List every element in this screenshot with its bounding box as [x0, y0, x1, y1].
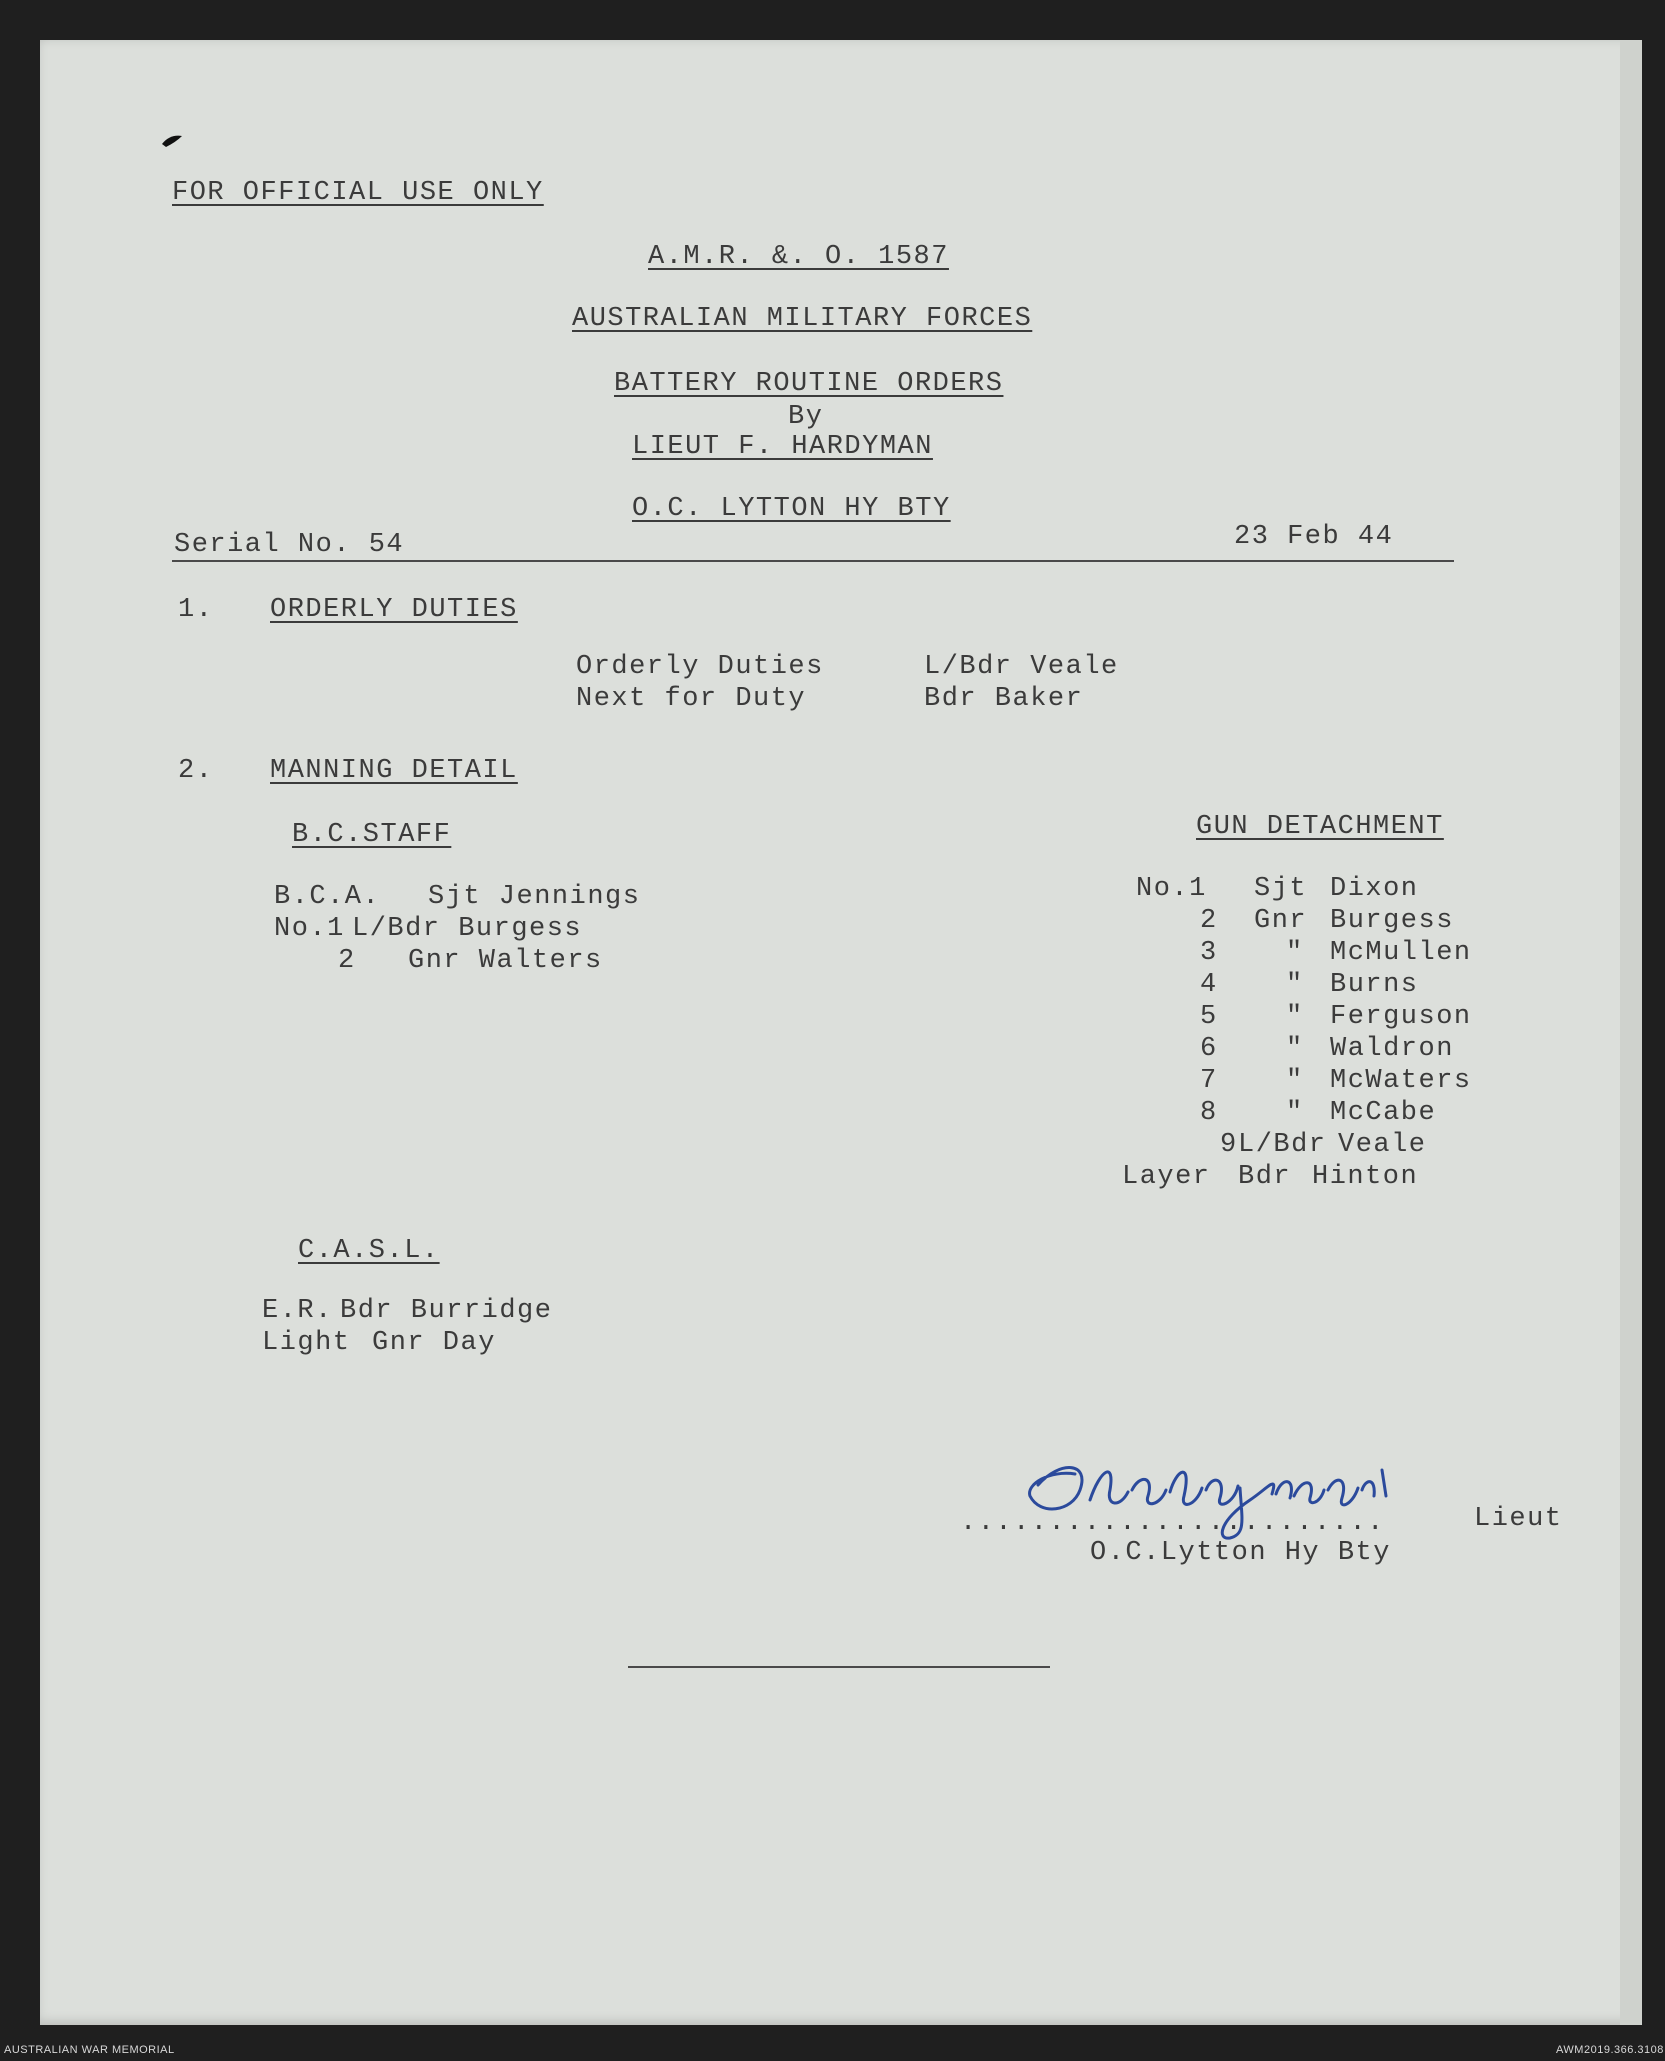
gun-pos-10: Layer — [1122, 1162, 1211, 1192]
section-2-number: 2. — [178, 756, 214, 786]
order-reference: A.M.R. &. O. 1587 — [648, 242, 949, 272]
issuer-post: O.C. LYTTON HY BTY — [632, 494, 951, 524]
casl-name-2: Gnr Day — [372, 1328, 496, 1358]
gun-name-4: Burns — [1330, 970, 1419, 1000]
issuer-name: LIEUT F. HARDYMAN — [632, 432, 933, 462]
section-1-heading: ORDERLY DUTIES — [270, 595, 518, 625]
section-1-number: 1. — [178, 595, 214, 625]
casl-pos-1: E.R. — [262, 1296, 333, 1326]
bc-staff-name-3: Gnr Walters — [408, 946, 603, 976]
bc-staff-heading: B.C.STAFF — [292, 820, 452, 850]
gun-pos-3: 3 — [1200, 938, 1218, 968]
gun-pos-2: 2 — [1200, 906, 1218, 936]
gun-rank-8: " — [1286, 1098, 1304, 1128]
document-title: BATTERY ROUTINE ORDERS — [614, 369, 1004, 399]
gun-pos-6: 6 — [1200, 1034, 1218, 1064]
gun-name-9: Veale — [1338, 1130, 1427, 1160]
gun-name-2: Burgess — [1330, 906, 1454, 936]
signature-rank: Lieut — [1474, 1504, 1563, 1534]
gun-rank-5: " — [1286, 1002, 1304, 1032]
gun-rank-3: " — [1286, 938, 1304, 968]
gun-pos-7: 7 — [1200, 1066, 1218, 1096]
gun-pos-4: 4 — [1200, 970, 1218, 1000]
gun-rank-6: " — [1286, 1034, 1304, 1064]
document-date: 23 Feb 44 — [1234, 522, 1394, 552]
signature-post: O.C.Lytton Hy Bty — [1090, 1538, 1391, 1568]
gun-rank-4: " — [1286, 970, 1304, 1000]
classification-label: FOR OFFICIAL USE ONLY — [172, 178, 544, 208]
gun-pos-9: 9 — [1220, 1130, 1238, 1160]
ink-blot-mark — [160, 130, 190, 150]
gun-pos-5: 5 — [1200, 1002, 1218, 1032]
bc-staff-pos-3: 2 — [338, 946, 356, 976]
bc-staff-pos-1: B.C.A. — [274, 882, 381, 912]
serial-number: Serial No. 54 — [174, 530, 405, 560]
gun-name-8: McCabe — [1330, 1098, 1437, 1128]
gun-name-5: Ferguson — [1330, 1002, 1472, 1032]
orderly-value-2: Bdr Baker — [924, 684, 1084, 714]
footer-right: AWM2019.366.3108 — [1556, 2044, 1664, 2056]
gun-pos-1: No.1 — [1136, 874, 1207, 904]
header-rule — [172, 560, 1454, 562]
gun-rank-9: L/Bdr — [1238, 1130, 1327, 1160]
gun-name-6: Waldron — [1330, 1034, 1454, 1064]
casl-pos-2: Light — [262, 1328, 351, 1358]
gun-name-7: McWaters — [1330, 1066, 1472, 1096]
footer-left: AUSTRALIAN WAR MEMORIAL — [4, 2044, 175, 2056]
casl-name-1: Bdr Burridge — [340, 1296, 553, 1326]
bc-staff-name-2: L/Bdr Burgess — [352, 914, 583, 944]
casl-heading: C.A.S.L. — [298, 1236, 440, 1266]
gun-detachment-heading: GUN DETACHMENT — [1196, 812, 1444, 842]
force-heading: AUSTRALIAN MILITARY FORCES — [572, 304, 1033, 334]
bc-staff-name-1: Sjt Jennings — [428, 882, 641, 912]
gun-rank-7: " — [1286, 1066, 1304, 1096]
gun-name-3: McMullen — [1330, 938, 1472, 968]
paper-edge — [1620, 40, 1642, 2025]
signature-dots: ........................ — [960, 1508, 1385, 1538]
closing-rule — [628, 1666, 1050, 1668]
bc-staff-pos-2: No.1 — [274, 914, 345, 944]
orderly-value-1: L/Bdr Veale — [924, 652, 1119, 682]
by-label: By — [788, 402, 824, 432]
orderly-label-1: Orderly Duties — [576, 652, 824, 682]
gun-name-1: Dixon — [1330, 874, 1419, 904]
gun-rank-2: Gnr — [1254, 906, 1308, 936]
orderly-label-2: Next for Duty — [576, 684, 807, 714]
gun-pos-8: 8 — [1200, 1098, 1218, 1128]
gun-rank-10: Bdr — [1238, 1162, 1292, 1192]
section-2-heading: MANNING DETAIL — [270, 756, 518, 786]
paper-sheet — [40, 40, 1640, 2025]
gun-rank-1: Sjt — [1254, 874, 1308, 904]
gun-name-10: Hinton — [1312, 1162, 1419, 1192]
